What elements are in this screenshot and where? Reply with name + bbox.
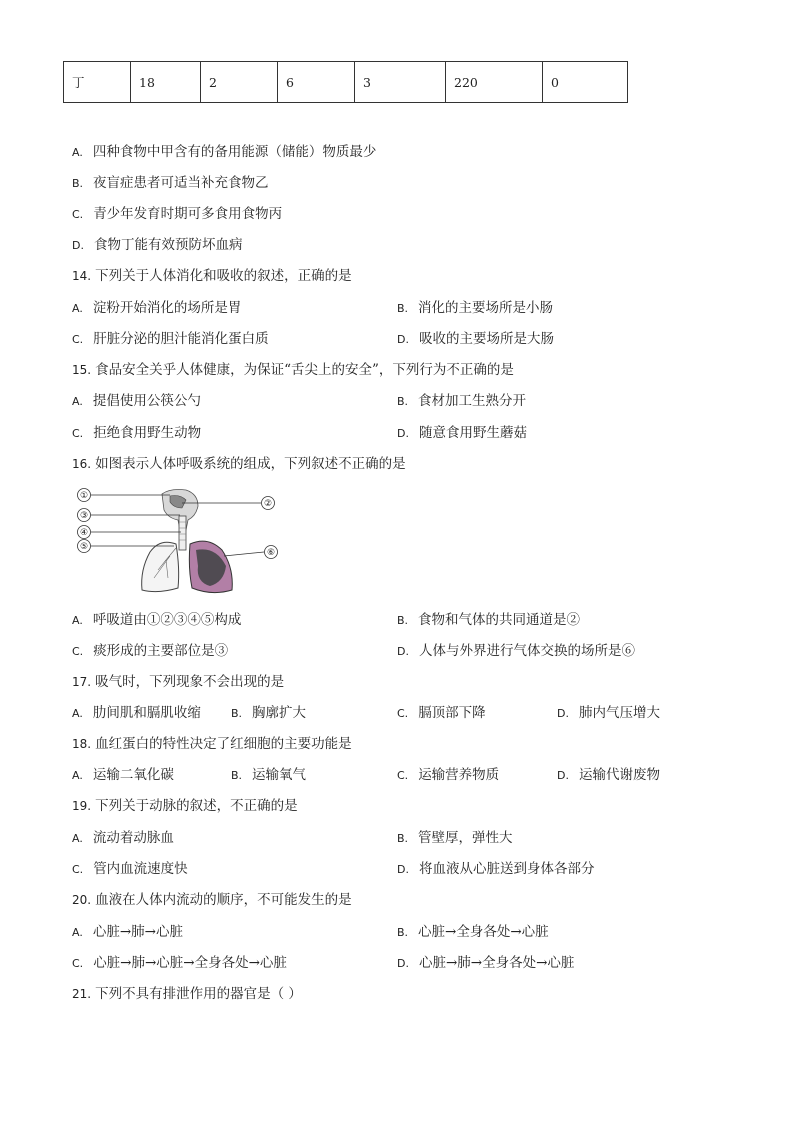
option-text: 随意食用野生蘑菇 <box>418 425 527 441</box>
food-nutrient-table <box>63 61 628 103</box>
table-cell: 丁 <box>64 62 131 103</box>
question-number: 17. <box>72 675 92 689</box>
option-label: D. <box>397 957 409 970</box>
q20-stem <box>72 892 352 908</box>
option-label: C. <box>72 208 84 221</box>
table-cell: 6 <box>278 62 355 103</box>
option-label: D. <box>397 645 409 658</box>
option-text: 膈顶部下降 <box>418 705 486 721</box>
option-label: C. <box>397 769 409 782</box>
q16-option-b <box>397 612 580 629</box>
option-text: 心脏→全身各处→心脏 <box>418 924 549 940</box>
question-number: 19. <box>72 799 92 813</box>
option-label: B. <box>231 707 243 720</box>
option-label: A. <box>72 832 83 845</box>
q19-option-b <box>397 830 513 847</box>
figure-label-5: ⑤ <box>79 542 89 552</box>
option-text: 运输代谢废物 <box>578 767 660 783</box>
option-label: B. <box>397 302 409 315</box>
option-text: 心脏→肺→心脏→全身各处→心脏 <box>93 955 287 971</box>
respiratory-system-figure <box>74 486 280 596</box>
q16-option-d <box>397 643 635 660</box>
q18-option-b <box>231 767 306 784</box>
figure-label-6: ⑥ <box>266 548 276 558</box>
option-text: 青少年发育时期可多食用食物丙 <box>93 206 283 222</box>
option-text: 流动着动脉血 <box>92 830 174 846</box>
q15-option-b <box>397 393 526 410</box>
option-label: A. <box>72 707 83 720</box>
option-label: B. <box>231 769 243 782</box>
q16-option-c <box>72 643 228 660</box>
option-text: 肋间肌和膈肌收缩 <box>92 705 201 721</box>
option-label: C. <box>397 707 409 720</box>
q20-option-b <box>397 924 549 941</box>
option-text: 夜盲症患者可适当补充食物乙 <box>93 175 269 191</box>
option-text: 提倡使用公筷公勺 <box>92 393 201 409</box>
question-text: 血液在人体内流动的顺序，不可能发生的是 <box>95 892 352 908</box>
q14-option-a <box>72 300 241 317</box>
question-text: 如图表示人体呼吸系统的组成，下列叙述不正确的是 <box>95 456 406 472</box>
q14-option-c <box>72 331 269 348</box>
question-text: 食品安全关乎人体健康，为保证“舌尖上的安全”，下列行为不正确的是 <box>95 362 514 378</box>
option-text: 痰形成的主要部位是③ <box>93 643 229 659</box>
q13-option-b <box>72 175 269 192</box>
q18-option-c <box>397 767 499 784</box>
q21-stem <box>72 986 302 1002</box>
question-number: 21. <box>72 987 92 1001</box>
option-label: C. <box>72 863 84 876</box>
q17-option-a <box>72 705 201 722</box>
table-cell: 2 <box>201 62 278 103</box>
q18-option-a <box>72 767 174 784</box>
option-label: D. <box>397 427 409 440</box>
option-text: 食物丁能有效预防坏血病 <box>93 237 243 253</box>
option-text: 将血液从心脏送到身体各部分 <box>418 861 595 877</box>
question-number: 16. <box>72 457 92 471</box>
q19-stem <box>72 798 298 814</box>
q19-option-c <box>72 861 188 878</box>
q15-option-a <box>72 393 201 410</box>
q15-option-d <box>397 425 527 442</box>
option-text: 食材加工生熟分开 <box>418 393 527 409</box>
option-text: 运输二氧化碳 <box>92 767 174 783</box>
option-text: 管内血流速度快 <box>93 861 188 877</box>
option-text: 淀粉开始消化的场所是胃 <box>92 300 242 316</box>
question-text: 下列关于人体消化和吸收的叙述，正确的是 <box>95 268 352 284</box>
option-label: D. <box>557 707 569 720</box>
question-text: 下列不具有排泄作用的器官是（ ） <box>95 986 302 1002</box>
option-label: A. <box>72 302 83 315</box>
option-text: 食物和气体的共同通道是② <box>418 612 581 628</box>
q14-option-d <box>397 331 554 348</box>
option-label: A. <box>72 614 83 627</box>
option-text: 呼吸道由①②③④⑤构成 <box>92 612 242 628</box>
option-text: 运输营养物质 <box>418 767 500 783</box>
q19-option-d <box>397 861 594 878</box>
q18-stem <box>72 736 352 752</box>
question-text: 下列关于动脉的叙述，不正确的是 <box>95 798 298 814</box>
option-label: B. <box>397 832 409 845</box>
q19-option-a <box>72 830 174 847</box>
q15-stem <box>72 362 514 378</box>
q17-stem <box>72 674 284 690</box>
option-label: C. <box>72 427 84 440</box>
q16-option-a <box>72 612 241 629</box>
option-label: B. <box>397 395 409 408</box>
question-text: 吸气时，下列现象不会出现的是 <box>95 674 285 690</box>
figure-label-3: ③ <box>79 511 89 521</box>
option-text: 肝脏分泌的胆汁能消化蛋白质 <box>93 331 269 347</box>
q20-option-a <box>72 924 183 941</box>
table-cell: 18 <box>131 62 201 103</box>
q17-option-c <box>397 705 486 722</box>
option-text: 管壁厚，弹性大 <box>418 830 513 846</box>
table-cell: 3 <box>355 62 446 103</box>
q15-option-c <box>72 425 201 442</box>
q13-option-a <box>72 144 376 161</box>
table-cell: 220 <box>446 62 543 103</box>
figure-label-1: ① <box>79 491 89 501</box>
option-label: C. <box>72 645 84 658</box>
q18-option-d <box>557 767 660 784</box>
option-label: D. <box>557 769 569 782</box>
q13-option-c <box>72 206 282 223</box>
q13-option-d <box>72 237 242 254</box>
option-label: A. <box>72 769 83 782</box>
option-label: C. <box>72 957 84 970</box>
option-text: 人体与外界进行气体交换的场所是⑥ <box>418 643 635 659</box>
table-row <box>64 62 628 103</box>
option-label: A. <box>72 146 83 159</box>
q20-option-c <box>72 955 287 972</box>
question-text: 血红蛋白的特性决定了红细胞的主要功能是 <box>95 736 352 752</box>
option-label: D. <box>72 239 84 252</box>
option-label: A. <box>72 395 83 408</box>
figure-label-2: ② <box>263 499 273 509</box>
figure-label-4: ④ <box>79 528 89 538</box>
q14-stem <box>72 268 352 284</box>
option-text: 心脏→肺→心脏 <box>92 924 183 940</box>
option-text: 四种食物中甲含有的备用能源（储能）物质最少 <box>92 144 377 160</box>
option-text: 心脏→肺→全身各处→心脏 <box>418 955 575 971</box>
q20-option-d <box>397 955 574 972</box>
option-text: 运输氧气 <box>252 767 307 783</box>
question-number: 18. <box>72 737 92 751</box>
question-number: 15. <box>72 363 92 377</box>
option-text: 消化的主要场所是小肠 <box>418 300 554 316</box>
option-label: D. <box>397 863 409 876</box>
option-text: 拒绝食用野生动物 <box>93 425 202 441</box>
option-label: A. <box>72 926 83 939</box>
q17-option-b <box>231 705 306 722</box>
option-text: 胸廓扩大 <box>252 705 307 721</box>
q16-stem <box>72 456 406 472</box>
question-number: 14. <box>72 269 92 283</box>
option-label: B. <box>72 177 84 190</box>
option-label: D. <box>397 333 409 346</box>
option-text: 肺内气压增大 <box>578 705 660 721</box>
option-label: B. <box>397 926 409 939</box>
option-label: C. <box>72 333 84 346</box>
option-text: 吸收的主要场所是大肠 <box>418 331 554 347</box>
option-label: B. <box>397 614 409 627</box>
q17-option-d <box>557 705 660 722</box>
table-cell: 0 <box>543 62 628 103</box>
q14-option-b <box>397 300 553 317</box>
question-number: 20. <box>72 893 92 907</box>
